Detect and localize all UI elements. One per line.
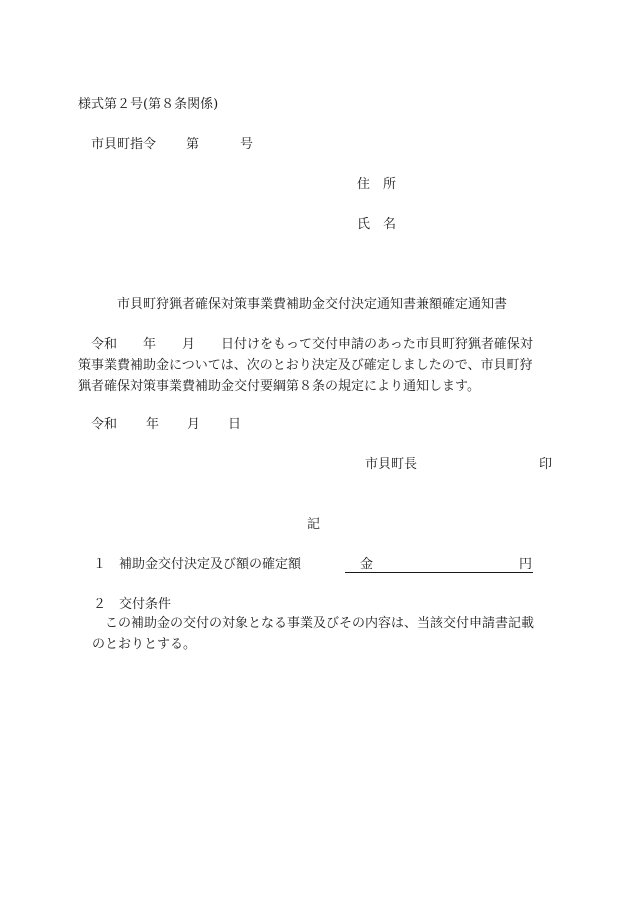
body-line: 策事業費補助金については、次のとおり決定及び確定しましたので、市貝町狩 [78, 358, 533, 373]
directive-dai: 第 [186, 137, 200, 152]
address-label: 住 所 [357, 177, 397, 192]
item1-yen: 円 [519, 557, 533, 572]
item1-number: １ [93, 557, 107, 572]
directive-prefix: 市貝町指令 [91, 137, 157, 152]
document-title: 市貝町狩猟者確保対策事業費補助金交付決定通知書兼額確定通知書 [117, 297, 508, 312]
directive-go: 号 [240, 137, 254, 152]
item1-kin: 金 [360, 557, 374, 572]
seal-mark: 印 [539, 457, 553, 472]
date-tsuki: 月 [187, 417, 201, 432]
form-number: 様式第２号(第８条関係) [78, 97, 219, 112]
item2-label: 交付条件 [119, 597, 172, 612]
name-label: 氏 名 [357, 217, 397, 232]
item2-text-line2: のとおりとする。 [92, 637, 197, 652]
date-reiwa: 令和 [91, 417, 118, 432]
item1-label: 補助金交付決定及び額の確定額 [119, 557, 302, 572]
body-line: 令和 年 月 日付けをもって交付申請のあった市貝町狩猟者確保対 [91, 337, 533, 352]
item2-number: ２ [93, 597, 107, 612]
body-paragraph [78, 334, 548, 397]
date-hi: 日 [228, 417, 242, 432]
body-line: 猟者確保対策事業費補助金交付要綱第８条の規定により通知します。 [78, 379, 480, 394]
item2-text-line1: この補助金の交付の対象となる事業及びその内容は、当該交付申請書記載 [105, 616, 535, 631]
ki-heading: 記 [307, 517, 321, 532]
date-nen: 年 [146, 417, 160, 432]
amount-underline [345, 571, 533, 573]
mayor-name: 市貝町長 [365, 457, 418, 472]
